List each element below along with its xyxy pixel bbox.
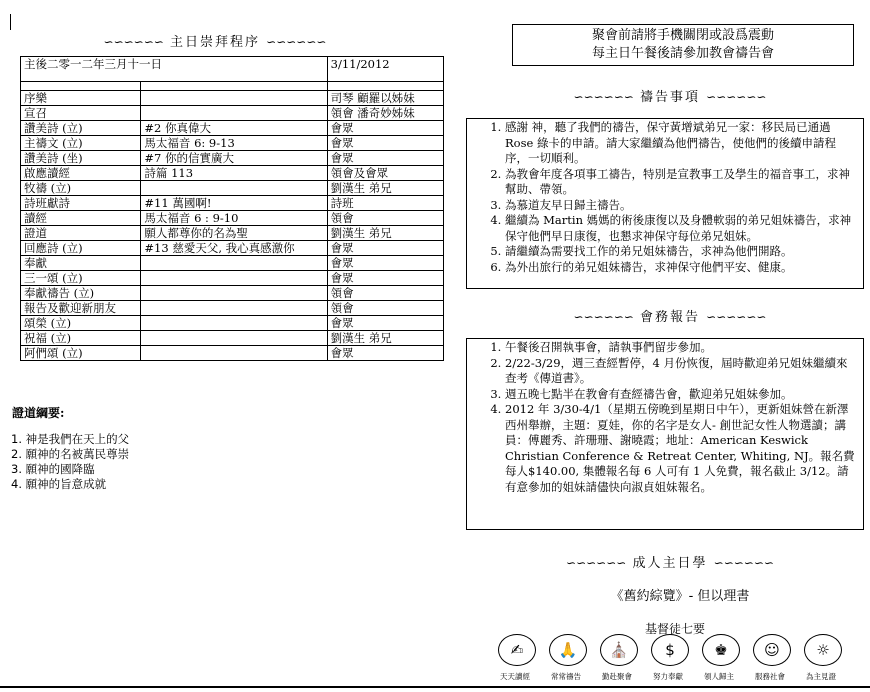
prayer-item: 3. 為慕道友早日歸主禱告。 xyxy=(505,198,857,214)
table-row xyxy=(21,271,444,286)
order-leader: 領會 xyxy=(327,286,443,301)
order-leader: 會眾 xyxy=(327,136,443,151)
table-row xyxy=(21,91,444,106)
prayer-title: ∽∽∽∽∽∽ 禱告事項 ∽∽∽∽∽∽ xyxy=(573,90,767,105)
worship-order-title: ∽∽∽∽∽∽ 主日崇拜程序 ∽∽∽∽∽∽ xyxy=(103,35,327,50)
announcement-item: 4. 2012 年 3/30-4/1（星期五傍晚到星期日中午），更新姐妹營在新澤西州舉辦，主題：夏娃，你的名字是女人- 創世記女性人物選讀；講員：傅麗秀、許珊珊、謝曉霞；地址：American Keswick Christian Conference & Retreat Center, Whiting, NJ。報名費每人$140.00, 集體報名每 6 人可有 1 人免費，報名截止 3/12。請有意參加的姐妹請儘快向淑貞姐妹報名。 xyxy=(505,402,857,495)
table-date: 3/11/2012 xyxy=(327,57,443,82)
seven-essentials-icons xyxy=(498,634,858,670)
order-item: 宣召 xyxy=(21,106,141,121)
order-leader: 會眾 xyxy=(327,151,443,166)
prayer-item: 4. 繼續為 Martin 媽媽的術後康復以及身體軟弱的弟兄姐妹禱告，求神保守他們早日康復，也懇求神保守每位弟兄姐妹。 xyxy=(505,213,857,244)
order-content xyxy=(141,346,327,361)
worship-icon: ⛪ xyxy=(600,634,638,666)
order-content xyxy=(141,91,327,106)
page-bottom-rule xyxy=(0,686,870,688)
worship-order-table xyxy=(20,56,444,361)
sermon-outline-list xyxy=(11,432,129,492)
order-item: 讚美詩 (坐) xyxy=(21,151,141,166)
order-content xyxy=(141,286,327,301)
outline-item: 4. 願神的旨意成就 xyxy=(11,477,107,491)
order-item: 讀經 xyxy=(21,211,141,226)
order-leader: 劉漢生 弟兄 xyxy=(327,226,443,241)
order-leader: 領會 xyxy=(327,211,443,226)
adult-sunday-school-title: ∽∽∽∽∽∽ 成人主日學 ∽∽∽∽∽∽ xyxy=(566,556,774,571)
table-row xyxy=(21,331,444,346)
table-row xyxy=(21,286,444,301)
essential-caption: 服務社會 xyxy=(755,672,785,681)
announcement-item: 1. 午餐後召開執事會，請執事們留步參加。 xyxy=(505,340,857,356)
table-row xyxy=(21,256,444,271)
order-item: 三一頌 (立) xyxy=(21,271,141,286)
order-content xyxy=(141,331,327,346)
order-content: #7 你的信實廣大 xyxy=(141,151,327,166)
text-cursor xyxy=(10,14,11,30)
order-leader: 劉漢生 弟兄 xyxy=(327,331,443,346)
outline-item: 1. 神是我們在天上的父 xyxy=(11,432,130,446)
order-content: #11 萬國啊! xyxy=(141,196,327,211)
table-row xyxy=(21,301,444,316)
phone-notice-box xyxy=(512,24,854,66)
essential-caption: 勤赴聚會 xyxy=(602,672,632,681)
order-leader: 會眾 xyxy=(327,121,443,136)
order-content: #2 你真偉大 xyxy=(141,121,327,136)
prayer-item: 6. 為外出旅行的弟兄姐妹禱告，求神保守他們平安、健康。 xyxy=(505,260,857,276)
worship-order-title-text: 主日崇拜程序 xyxy=(169,35,260,50)
seven-essentials-title: 基督徒七要 xyxy=(644,622,705,636)
order-content: #13 慈愛天父, 我心真感激你 xyxy=(141,241,327,256)
order-leader: 會眾 xyxy=(327,241,443,256)
evangelism-icon: ♚ xyxy=(702,634,740,666)
table-row xyxy=(21,136,444,151)
essential-caption: 領人歸主 xyxy=(704,672,734,681)
order-content: 馬太福音 6 : 9-10 xyxy=(141,211,327,226)
order-content: 馬太福音 6: 9-13 xyxy=(141,136,327,151)
reading-icon: ✍ xyxy=(498,634,536,666)
order-item: 讚美詩 (立) xyxy=(21,121,141,136)
table-row xyxy=(21,181,444,196)
order-leader: 會眾 xyxy=(327,256,443,271)
table-header-row xyxy=(21,57,444,82)
order-content xyxy=(141,271,327,286)
order-content: 詩篇 113 xyxy=(141,166,327,181)
essential-caption: 常常禱告 xyxy=(551,672,581,681)
prayer-item: 5. 請繼續為需要找工作的弟兄姐妹禱告，求神為他們開路。 xyxy=(505,244,857,260)
order-content xyxy=(141,106,327,121)
order-content xyxy=(141,181,327,196)
sermon-outline-title: 證道綱要: xyxy=(12,406,65,420)
essential-caption: 努力奉獻 xyxy=(653,672,683,681)
order-content xyxy=(141,256,327,271)
outline-item: 2. 願神的名被萬民尊崇 xyxy=(11,447,130,461)
order-item: 主禱文 (立) xyxy=(21,136,141,151)
prayer-icon: 🙏 xyxy=(549,634,587,666)
prayer-item: 1. 感謝 神，聽了我們的禱告，保守黃增斌弟兄一家：移民局已通過 Rose 綠卡的申請。請大家繼續為他們禱告，使他們的後續申請程序，一切順利。 xyxy=(505,120,857,167)
order-item: 詩班獻詩 xyxy=(21,196,141,211)
announcement-item: 3. 週五晚七點半在教會有查經禱告會，歡迎弟兄姐妹參加。 xyxy=(505,387,857,403)
notice-line-2: 每主日午餐後請參加教會禱告會 xyxy=(591,46,774,61)
order-leader: 領會 xyxy=(327,301,443,316)
order-leader: 領會 潘奇妙姊妹 xyxy=(327,106,443,121)
order-leader: 會眾 xyxy=(327,271,443,286)
outline-item: 3. 願神的國降臨 xyxy=(11,462,95,476)
order-leader: 詩班 xyxy=(327,196,443,211)
offering-icon: $ xyxy=(651,634,689,666)
table-row xyxy=(21,166,444,181)
table-row xyxy=(21,241,444,256)
order-leader: 司琴 顧羅以姊妹 xyxy=(327,91,443,106)
adult-sunday-school-title-text: 成人主日學 xyxy=(632,556,708,571)
order-content: 願人都尊你的名為聖 xyxy=(141,226,327,241)
prayer-items-box xyxy=(466,118,864,289)
table-row xyxy=(21,196,444,211)
essential-caption: 為主見證 xyxy=(806,672,836,681)
announcement-item: 2. 2/22-3/29，週三查經暫停，4 月份恢復，屆時歡迎弟兄姐妹繼續來查考《傳道書》。 xyxy=(505,356,857,387)
order-item: 阿們頌 (立) xyxy=(21,346,141,361)
order-content xyxy=(141,301,327,316)
table-date-chinese: 主後二零一二年三月十一日 xyxy=(21,57,328,82)
order-item: 奉獻 xyxy=(21,256,141,271)
order-item: 證道 xyxy=(21,226,141,241)
order-item: 啟應讀經 xyxy=(21,166,141,181)
table-row xyxy=(21,211,444,226)
table-row xyxy=(21,151,444,166)
order-item: 頌榮 (立) xyxy=(21,316,141,331)
table-row xyxy=(21,226,444,241)
table-row xyxy=(21,121,444,136)
prayer-title-text: 禱告事項 xyxy=(639,90,700,105)
announcements-title-text: 會務報告 xyxy=(639,310,700,325)
table-row xyxy=(21,346,444,361)
order-item: 祝福 (立) xyxy=(21,331,141,346)
order-leader: 會眾 xyxy=(327,346,443,361)
table-row xyxy=(21,106,444,121)
order-item: 序樂 xyxy=(21,91,141,106)
order-item: 回應詩 (立) xyxy=(21,241,141,256)
order-content xyxy=(141,316,327,331)
table-spacer-row xyxy=(21,82,444,91)
order-item: 牧禱 (立) xyxy=(21,181,141,196)
order-item: 奉獻禱告 (立) xyxy=(21,286,141,301)
adult-school-subject: 《舊約綜覽》- 但以理書 xyxy=(610,589,750,604)
order-item: 報告及歡迎新朋友 xyxy=(21,301,141,316)
order-leader: 領會及會眾 xyxy=(327,166,443,181)
service-icon: ☺ xyxy=(753,634,791,666)
order-leader: 會眾 xyxy=(327,316,443,331)
notice-line-1: 聚會前請將手機關閉或設爲震動 xyxy=(591,28,774,43)
announcements-title: ∽∽∽∽∽∽ 會務報告 ∽∽∽∽∽∽ xyxy=(573,310,767,325)
essential-caption: 天天讀經 xyxy=(500,672,530,681)
order-leader: 劉漢生 弟兄 xyxy=(327,181,443,196)
prayer-item: 2. 為教會年度各項事工禱告，特別是宣教事工及學生的福音事工，求神幫助、帶領。 xyxy=(505,167,857,198)
announcements-box xyxy=(466,338,864,530)
witness-icon: ☼ xyxy=(804,634,842,666)
table-row xyxy=(21,316,444,331)
